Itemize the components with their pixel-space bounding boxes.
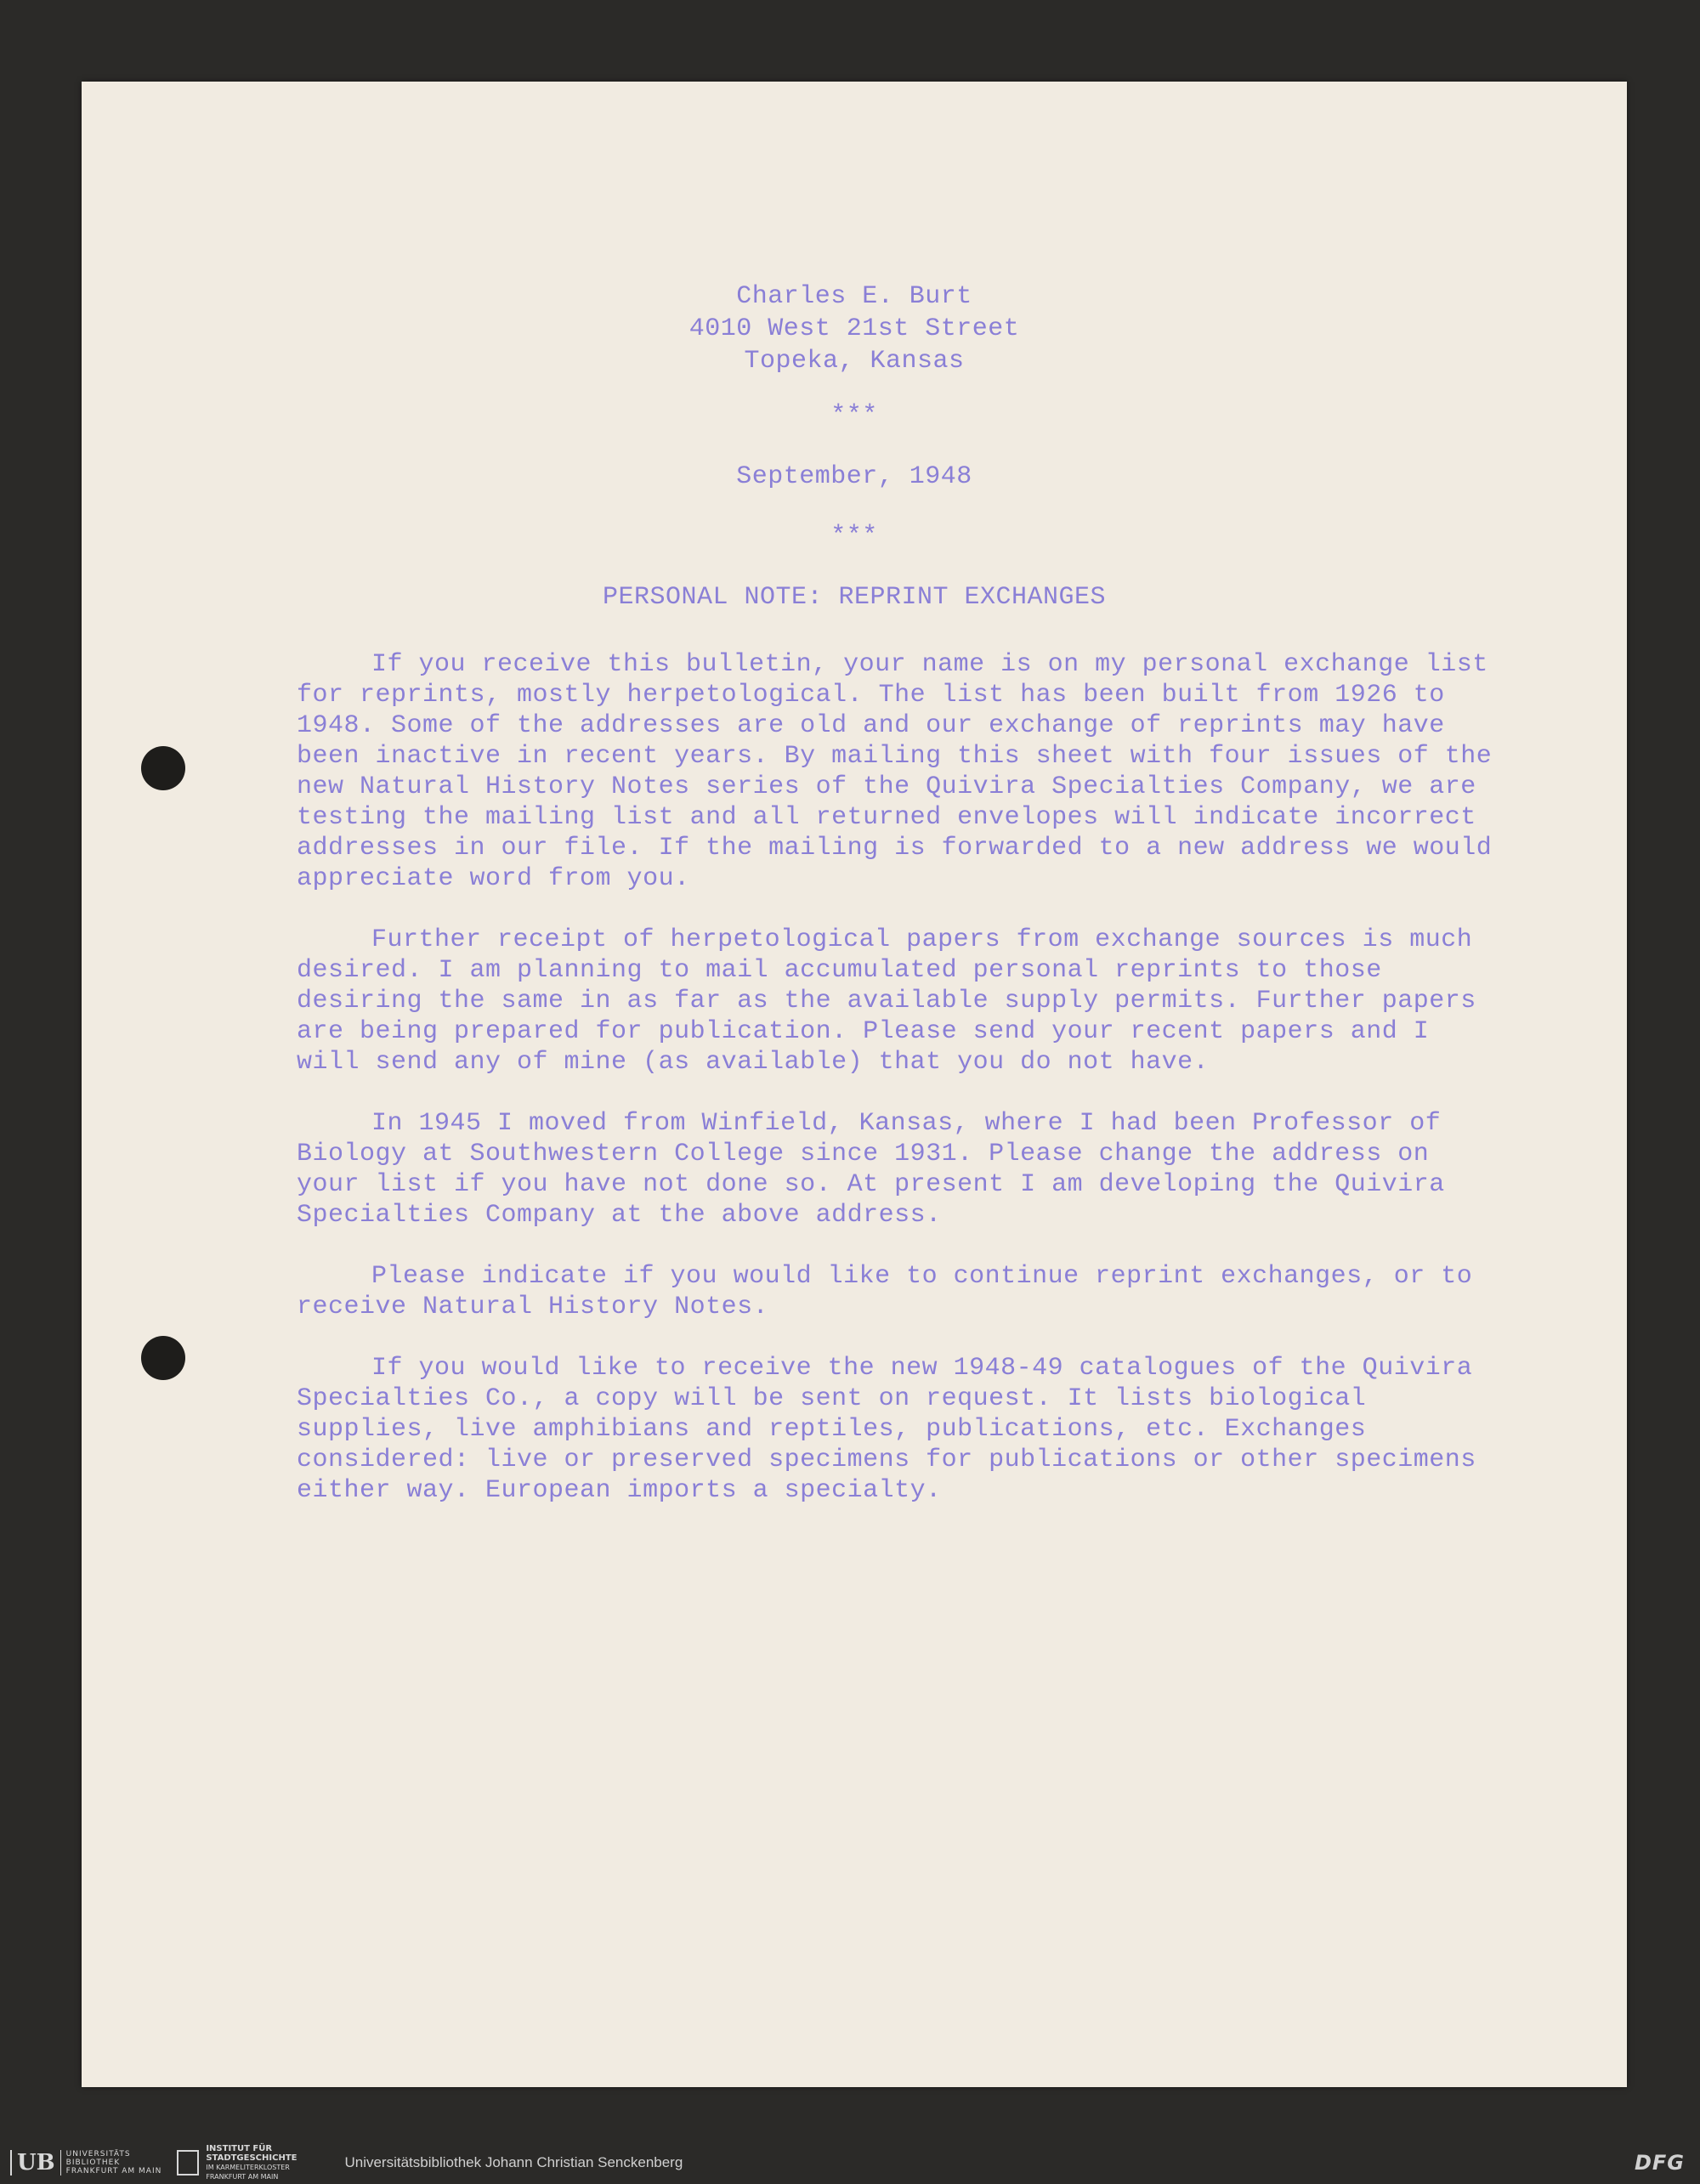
punch-hole <box>141 1336 185 1380</box>
sender-name: Charles E. Burt <box>736 282 972 311</box>
separator: *** <box>830 401 878 430</box>
dfg-logo: DFG <box>1634 2151 1685 2175</box>
letter-body <box>297 649 1504 1536</box>
inst-line: STADTGESCHICHTE <box>206 2153 298 2163</box>
ub-logo <box>5 2150 162 2176</box>
paragraph: In 1945 I moved from Winfield, Kansas, where I had been Professor of Biology at Southwestern College since 1931. Please change the address on your list if you have not done so. At present I am developing the Quivira Specialties Company at the above address. <box>297 1109 1445 1230</box>
letter-date: September, 1948 <box>736 462 972 491</box>
document-page <box>82 82 1627 2087</box>
paragraph: Please indicate if you would like to continue reprint exchanges, or to receive Natural History Notes. <box>297 1262 1473 1321</box>
sender-street: 4010 West 21st Street <box>688 314 1020 343</box>
ub-mark: UB <box>10 2150 55 2176</box>
institute-logo-text <box>206 2144 297 2181</box>
inst-line: INSTITUT FÜR <box>206 2144 273 2153</box>
inst-line: IM KARMELITERKLOSTER <box>206 2164 290 2171</box>
ub-logo-text <box>60 2150 162 2176</box>
paragraph: Further receipt of herpetological papers from exchange sources is much desired. I am planning to mail accumulated personal reprints to those desiring the same in as far as the available supply permits. Further papers are being prepared for publication. Please send your recent papers and I will send any of mine (as available) that you do not have. <box>297 925 1476 1077</box>
punch-hole <box>141 746 185 790</box>
paragraph: If you would like to receive the new 1948-49 catalogues of the Quivira Specialties Co., a copy will be sent on request. It lists biological supplies, live amphibians and reptiles, publications, etc. Exchanges considered: live or preserved specimens for publications or other specimens either way. European imports a specialty. <box>297 1354 1476 1505</box>
ub-line: FRANKFURT AM MAIN <box>65 2167 162 2176</box>
sender-city: Topeka, Kansas <box>744 347 965 376</box>
institute-logo <box>177 2144 297 2181</box>
inst-line: FRANKFURT AM MAIN <box>206 2173 279 2181</box>
paragraph: If you receive this bulletin, your name is on my personal exchange list for reprints, mostly herpetological. The list has been built from 1926 to 1948. Some of the addresses are old and our exchange of reprints may have been inactive in recent years. By mailing this sheet with four issues of the new Natural History Notes series of the Quivira Specialties Company, we are testing the mailing list and all returned envelopes will indicate incorrect addresses in our file. If the mailing is forwarded to a new address we would appreciate word from you. <box>297 650 1493 893</box>
library-name: Universitätsbibliothek Johann Christian Senckenberg <box>344 2154 683 2170</box>
ub-line: UNIVERSITÄTS <box>65 2150 131 2159</box>
ub-line: BIBLIOTHEK <box>65 2159 121 2167</box>
viewer-footer <box>0 2142 1700 2184</box>
separator: *** <box>830 522 878 551</box>
letter-title: PERSONAL NOTE: REPRINT EXCHANGES <box>602 583 1107 612</box>
institute-mark-icon <box>177 2150 199 2176</box>
sender-address <box>82 280 1627 377</box>
